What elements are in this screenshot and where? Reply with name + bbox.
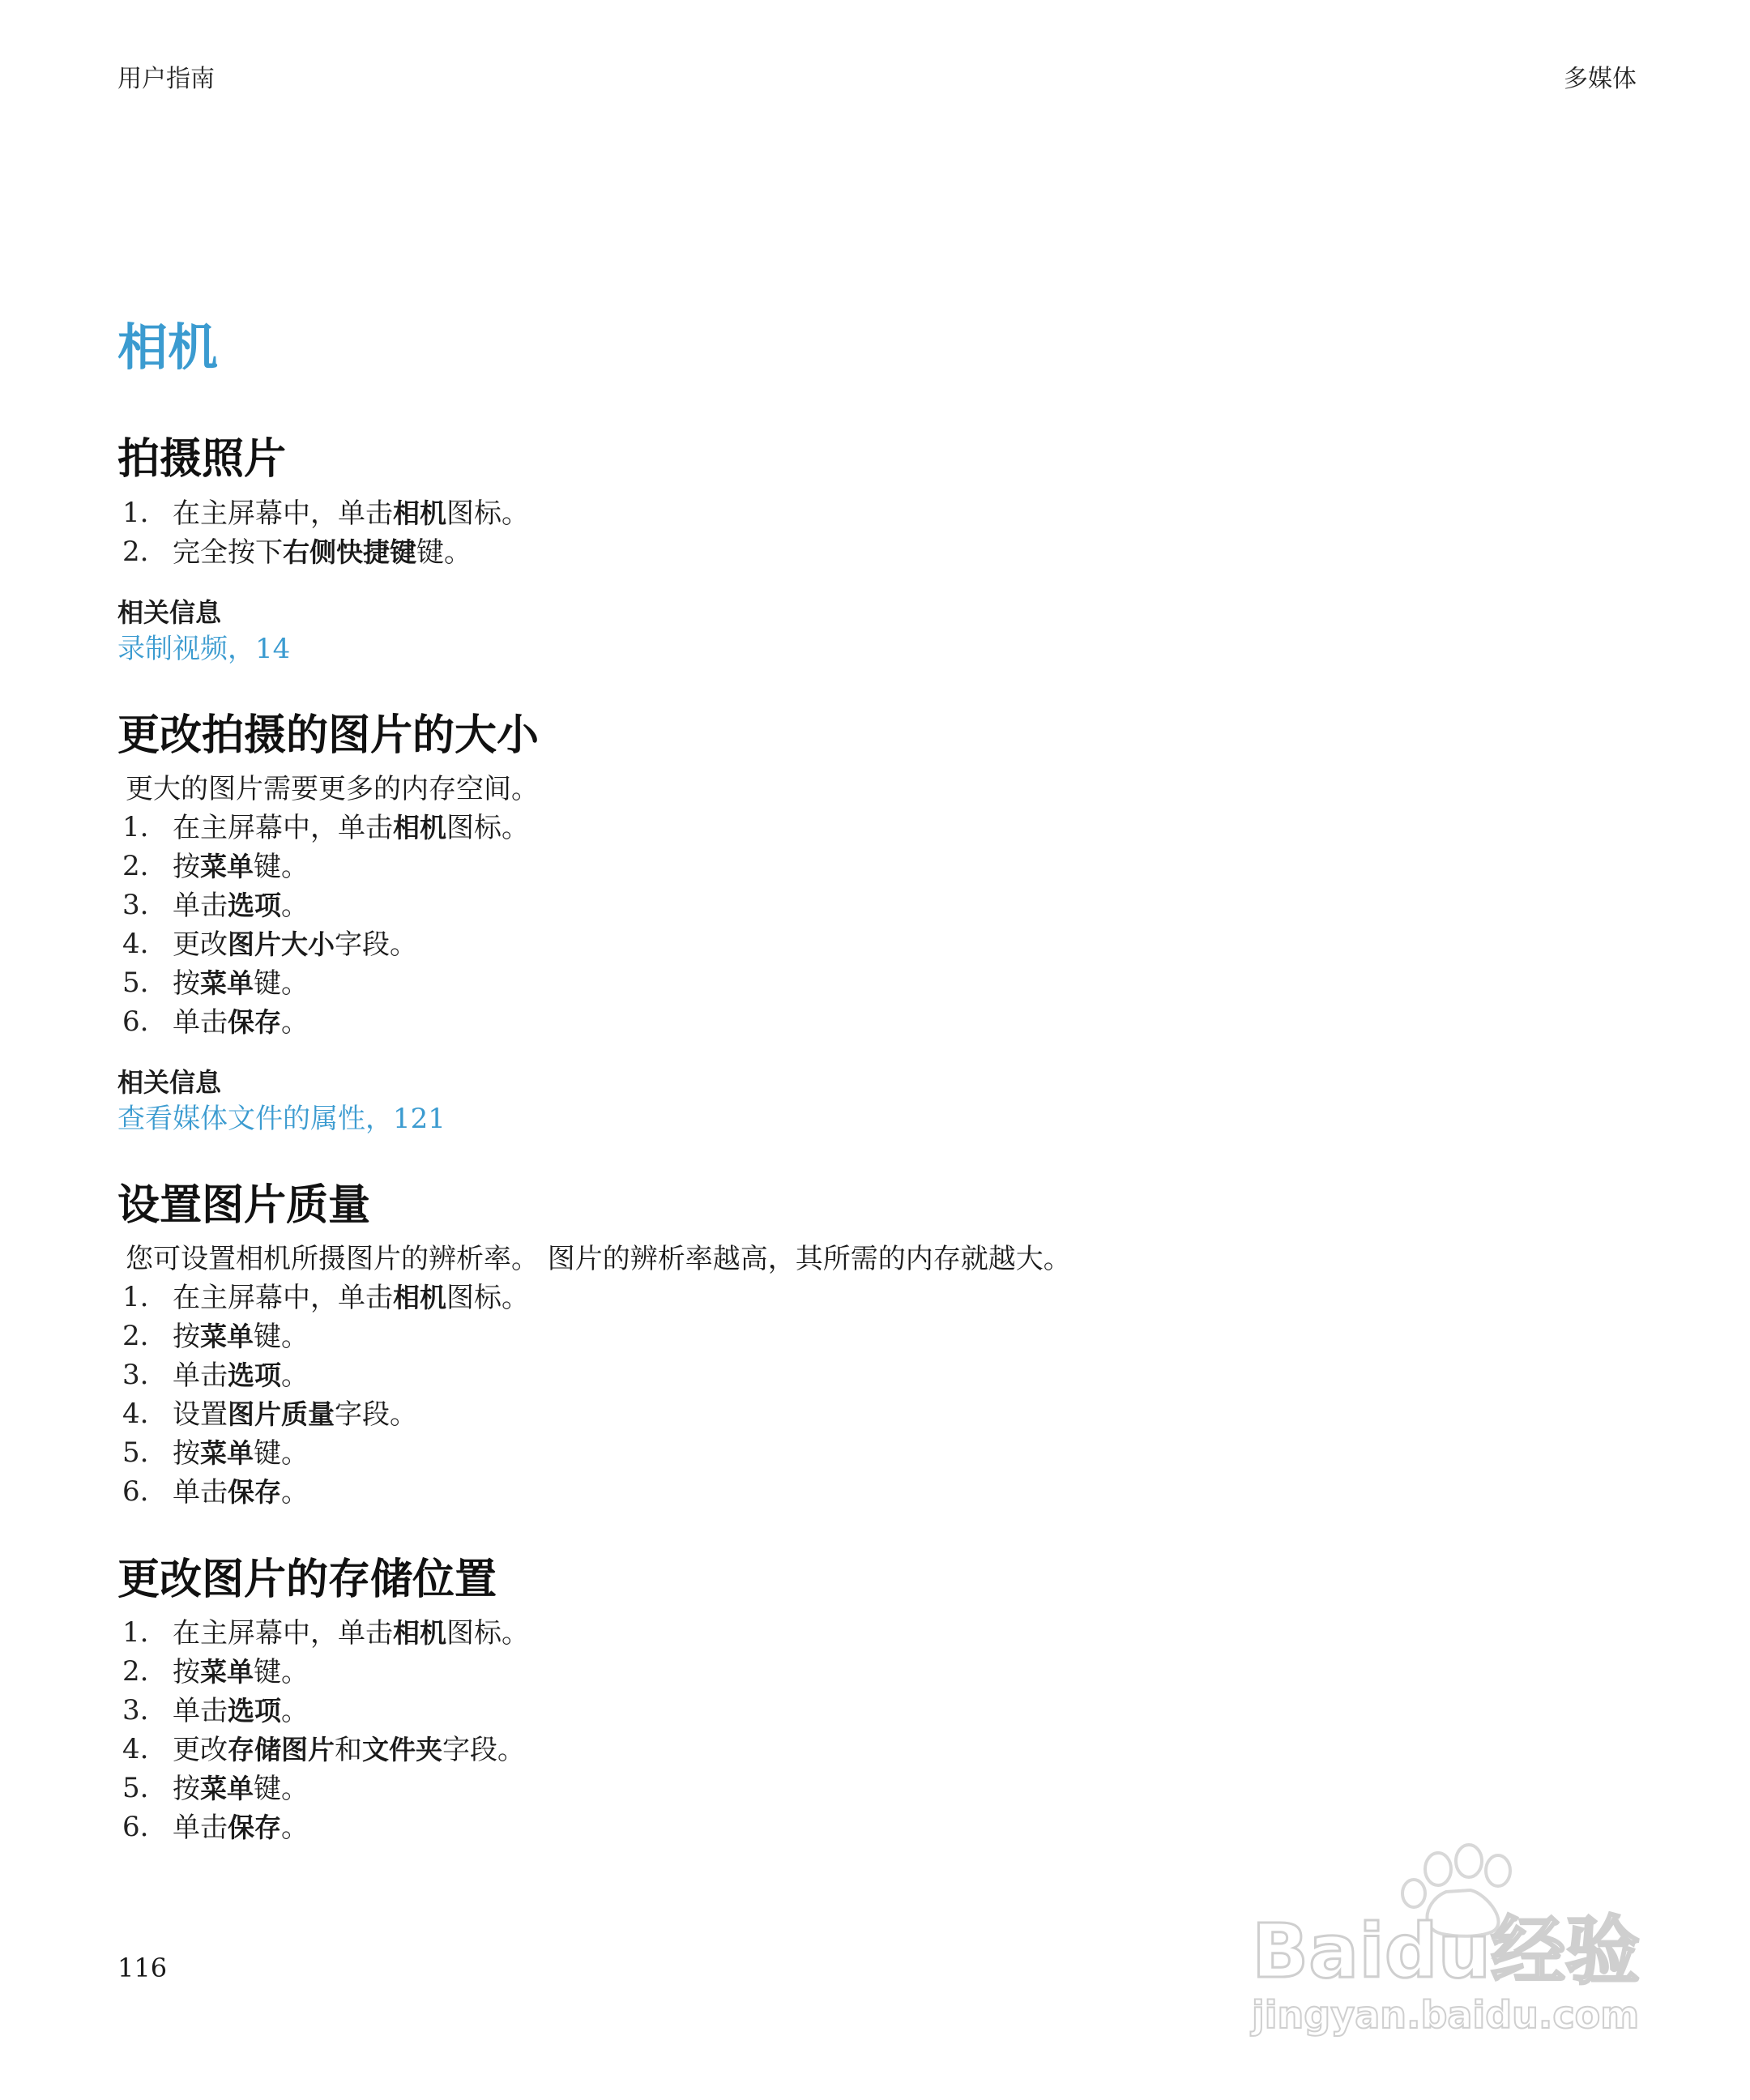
ui-term: 图片大小	[228, 928, 335, 960]
step-number: 6.	[122, 1811, 149, 1844]
step-number: 6.	[122, 1005, 149, 1038]
watermark-brand: Baidu经验	[1252, 1908, 1641, 1995]
ui-term: 保存	[228, 1812, 281, 1844]
step-text-run: 。	[281, 1005, 309, 1039]
step-text-run: 按	[173, 850, 200, 883]
step-text	[173, 533, 472, 572]
step-number: 3.	[122, 1358, 149, 1391]
step-text-run: 图标。	[446, 1281, 529, 1314]
step-text-run: 字段。	[442, 1734, 525, 1767]
step-text	[173, 1434, 309, 1473]
related-info-link[interactable]: 录制视频，14	[117, 632, 291, 665]
ui-term: 图片质量	[228, 1398, 335, 1430]
step-text	[173, 1356, 309, 1395]
step-item	[117, 494, 1633, 533]
ui-term: 菜单	[200, 850, 254, 882]
step-list	[117, 1614, 1633, 1847]
step-text	[173, 1808, 309, 1847]
ui-term: 选项	[228, 1359, 281, 1391]
step-text-run: 。	[281, 1695, 309, 1728]
step-text	[173, 1731, 525, 1769]
ui-term: 菜单	[200, 967, 254, 999]
ui-term: 文件夹	[362, 1734, 442, 1766]
step-number: 1.	[122, 810, 149, 843]
step-item	[117, 1614, 1633, 1653]
step-item	[117, 847, 1633, 886]
step-text	[173, 847, 309, 886]
ui-term: 相机	[393, 811, 446, 843]
step-text-run: 单击	[173, 1475, 228, 1509]
ui-term: 选项	[228, 889, 281, 921]
section-title: 设置图片质量	[117, 1180, 371, 1230]
ui-term: 存储图片	[228, 1734, 335, 1766]
step-text-run: 在主屏幕中，单击	[173, 1617, 393, 1650]
step-text-run: 按	[173, 967, 200, 1000]
step-text-run: 。	[281, 1812, 309, 1845]
section-title: 更改图片的存储位置	[117, 1555, 497, 1604]
step-text	[173, 1395, 417, 1434]
step-text	[173, 1692, 309, 1731]
step-item	[117, 533, 1633, 572]
step-number: 5.	[122, 966, 149, 999]
step-number: 5.	[122, 1436, 149, 1469]
step-text-run: 图标。	[446, 811, 529, 844]
step-item	[117, 809, 1633, 847]
step-text	[173, 886, 309, 925]
step-number: 2.	[122, 1655, 149, 1688]
step-text-run: 单击	[173, 1005, 228, 1039]
step-text-run: 键。	[254, 1656, 309, 1689]
step-item	[117, 886, 1633, 925]
step-list	[117, 494, 1633, 572]
step-item	[117, 1003, 1633, 1042]
running-header-guide: 用户指南	[117, 65, 215, 93]
step-item	[117, 1731, 1633, 1769]
step-item	[117, 1278, 1633, 1317]
ui-term: 右侧快捷键	[283, 536, 416, 568]
step-text-run: 字段。	[335, 1398, 417, 1431]
step-text-run: 按	[173, 1656, 200, 1689]
section	[117, 1182, 1633, 1512]
ui-term: 相机	[393, 1281, 446, 1313]
related-info-label: 相关信息	[117, 596, 222, 628]
step-item	[117, 1434, 1633, 1473]
step-text-run: 在主屏幕中，单击	[173, 811, 393, 844]
step-text-run: 字段。	[335, 928, 417, 961]
step-text-run: 设置	[173, 1398, 228, 1431]
step-text	[173, 1653, 309, 1692]
step-text-run: 在主屏幕中，单击	[173, 1281, 393, 1314]
step-list	[117, 809, 1633, 1042]
step-text	[173, 1614, 529, 1653]
ui-term: 菜单	[200, 1320, 254, 1352]
step-number: 1.	[122, 1280, 149, 1313]
step-text-run: 键。	[416, 536, 472, 569]
ui-term: 保存	[228, 1475, 281, 1508]
step-text-run: 单击	[173, 889, 228, 922]
step-number: 6.	[122, 1475, 149, 1508]
step-text-run: 按	[173, 1436, 200, 1470]
watermark-url: jingyan.baidu.com	[1252, 1993, 1640, 2037]
step-text-run: 完全按下	[173, 536, 283, 569]
related-info	[117, 1065, 1633, 1138]
chapter-title: 相机	[117, 318, 219, 377]
page-number: 116	[117, 1953, 168, 1983]
step-item	[117, 1808, 1633, 1847]
step-text-run: 图标。	[446, 1617, 529, 1650]
section-title: 拍摄照片	[117, 435, 287, 484]
step-text-run: 键。	[254, 1773, 309, 1806]
step-item	[117, 1692, 1633, 1731]
ui-term: 相机	[393, 1617, 446, 1650]
step-list	[117, 1278, 1633, 1512]
related-info	[117, 595, 1633, 668]
step-text-run: 键。	[254, 1320, 309, 1353]
sections-container	[117, 436, 1633, 1847]
step-number: 3.	[122, 888, 149, 921]
step-text	[173, 1473, 309, 1512]
step-text-run: 键。	[254, 850, 309, 883]
step-text	[173, 1278, 529, 1317]
section-intro: 更大的图片需要更多的内存空间。	[126, 772, 539, 805]
page-content	[117, 320, 1633, 1892]
step-text-run: 键。	[254, 1436, 309, 1470]
step-item	[117, 925, 1633, 964]
step-item	[117, 1395, 1633, 1434]
step-text-run: 单击	[173, 1359, 228, 1392]
step-item	[117, 964, 1633, 1003]
running-header-section: 多媒体	[1564, 65, 1637, 93]
step-number: 2.	[122, 535, 149, 568]
ui-term: 菜单	[200, 1656, 254, 1688]
step-text	[173, 1769, 309, 1808]
ui-term: 保存	[228, 1005, 281, 1038]
step-text-run: 在主屏幕中，单击	[173, 497, 393, 530]
step-number: 2.	[122, 1319, 149, 1352]
step-item	[117, 1356, 1633, 1395]
step-number: 2.	[122, 849, 149, 882]
ui-term: 相机	[393, 497, 446, 529]
related-info-label: 相关信息	[117, 1066, 222, 1098]
step-text-run: 图标。	[446, 497, 529, 530]
baidu-jingyan-watermark	[1244, 1843, 1665, 2038]
step-number: 1.	[122, 1616, 149, 1650]
step-text-run: 更改	[173, 1734, 228, 1767]
step-item	[117, 1317, 1633, 1356]
step-text-run: 单击	[173, 1695, 228, 1728]
step-text-run: 单击	[173, 1812, 228, 1845]
step-text-run: 键。	[254, 967, 309, 1000]
section	[117, 436, 1633, 668]
step-number: 4.	[122, 927, 149, 960]
step-text-run: 。	[281, 1359, 309, 1392]
step-text	[173, 1317, 309, 1356]
section-title: 更改拍摄的图片的大小	[117, 711, 540, 760]
step-item	[117, 1653, 1633, 1692]
step-number: 4.	[122, 1397, 149, 1430]
section-intro: 您可设置相机所摄图片的辨析率。 图片的辨析率越高，其所需的内存就越大。	[126, 1242, 1071, 1275]
step-number: 1.	[122, 496, 149, 529]
step-number: 5.	[122, 1772, 149, 1805]
step-text-run: 按	[173, 1320, 200, 1353]
step-item	[117, 1473, 1633, 1512]
step-text	[173, 925, 417, 964]
step-number: 4.	[122, 1733, 149, 1766]
step-text-run: 和	[335, 1734, 362, 1767]
step-text-run: 更改	[173, 928, 228, 961]
step-text-run: 。	[281, 889, 309, 922]
step-text	[173, 1003, 309, 1042]
step-text-run: 按	[173, 1773, 200, 1806]
section	[117, 712, 1633, 1138]
section	[117, 1556, 1633, 1848]
step-text	[173, 964, 309, 1003]
step-text	[173, 809, 529, 847]
step-text-run: 。	[281, 1475, 309, 1509]
ui-term: 选项	[228, 1695, 281, 1727]
step-number: 3.	[122, 1694, 149, 1727]
ui-term: 菜单	[200, 1436, 254, 1469]
related-info-link[interactable]: 查看媒体文件的属性，121	[117, 1102, 446, 1135]
ui-term: 菜单	[200, 1773, 254, 1805]
step-item	[117, 1769, 1633, 1808]
step-text	[173, 494, 529, 533]
